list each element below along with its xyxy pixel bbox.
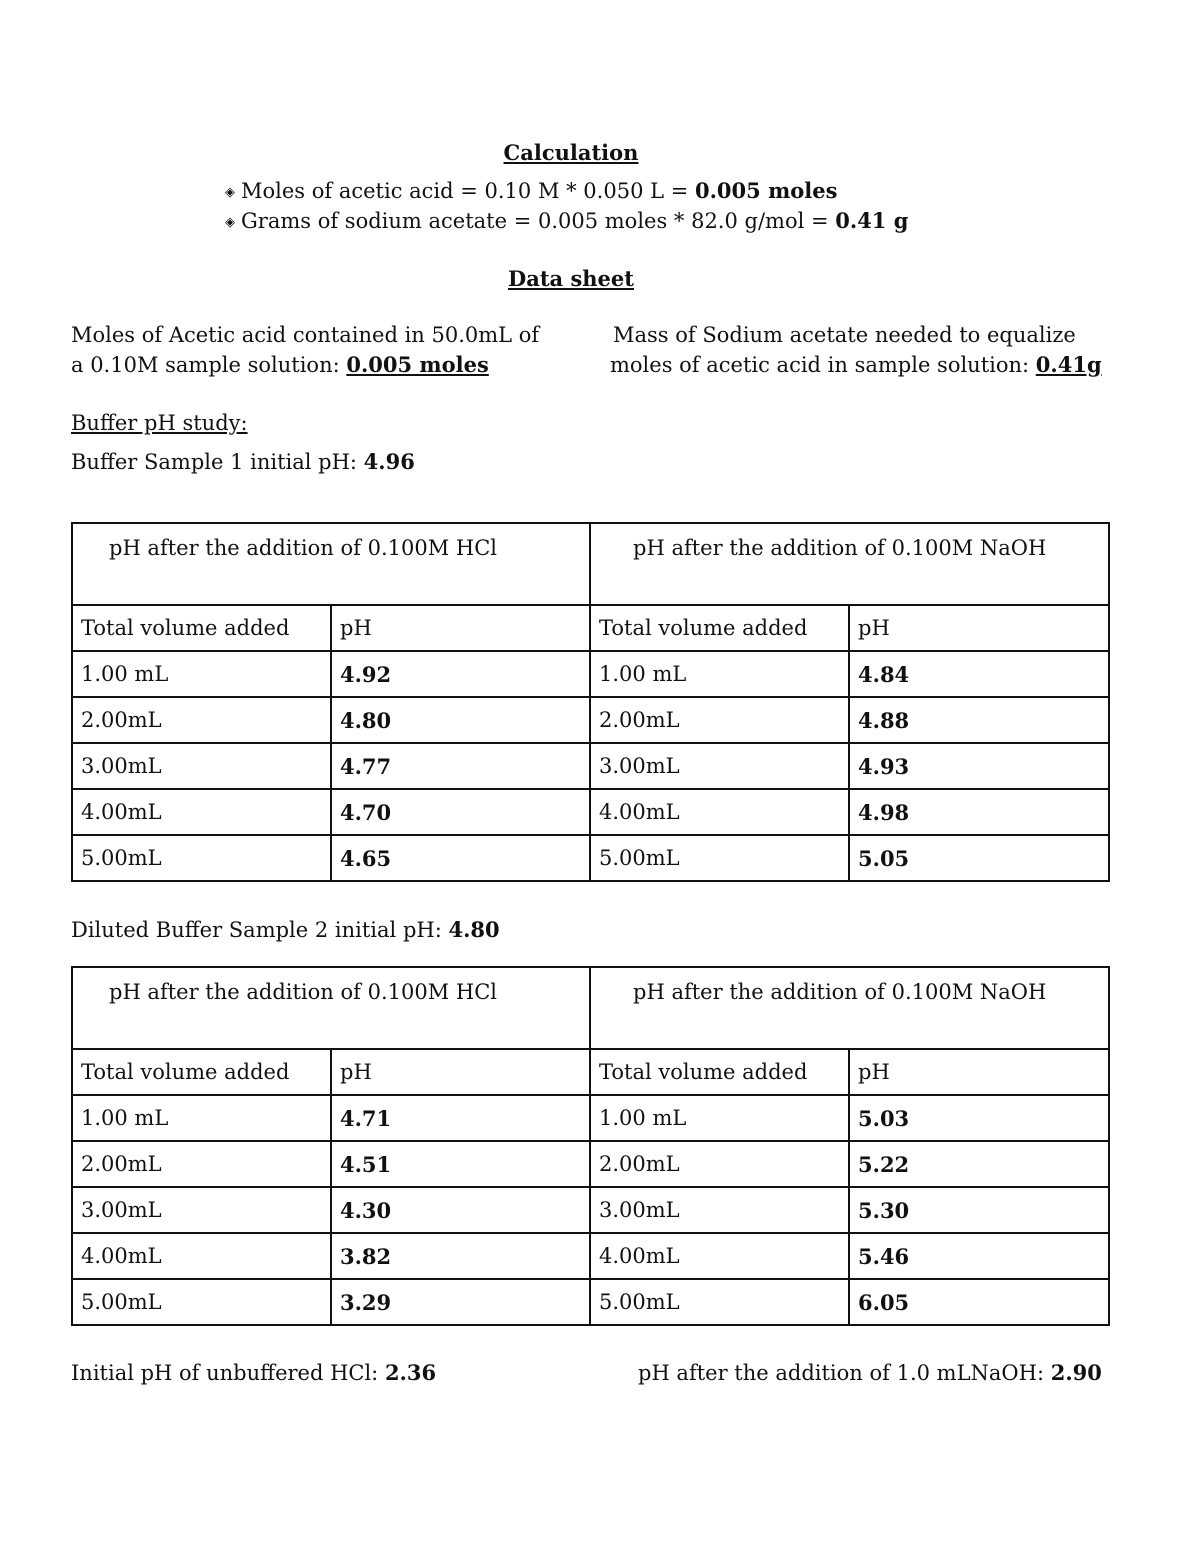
calculation-line-moles — [225, 178, 837, 203]
volume-cell: 3.00mL — [590, 743, 849, 789]
acetic-acid-moles-line2 — [71, 352, 489, 377]
calculation-heading: Calculation — [503, 140, 639, 165]
table-row — [72, 1095, 1109, 1141]
volume-cell: 2.00mL — [72, 1141, 331, 1187]
volume-cell: 1.00 mL — [72, 1095, 331, 1141]
sample2-label: Diluted Buffer Sample 2 initial pH: — [71, 918, 449, 942]
acetic-acid-moles-value: 0.005 moles — [346, 352, 489, 377]
table-row — [72, 1187, 1109, 1233]
table-row — [72, 1141, 1109, 1187]
volume-cell: 5.00mL — [590, 835, 849, 881]
ph-cell: 4.71 — [331, 1095, 590, 1141]
acetic-acid-moles-line1: Moles of Acetic acid contained in 50.0mL of — [71, 323, 540, 347]
ph-cell: 4.80 — [331, 697, 590, 743]
volume-cell: 4.00mL — [72, 1233, 331, 1279]
sodium-acetate-mass-line2 — [610, 352, 1102, 377]
sample1-value: 4.96 — [363, 449, 415, 474]
calculation-result: 0.005 moles — [695, 178, 838, 203]
buffer-study-label: Buffer pH study: — [71, 411, 248, 435]
ph-cell: 4.92 — [331, 651, 590, 697]
ph-cell: 4.65 — [331, 835, 590, 881]
volume-cell: 2.00mL — [590, 1141, 849, 1187]
calculation-line-grams — [225, 208, 908, 233]
sodium-acetate-mass-value: 0.41g — [1035, 352, 1102, 377]
table-header-row — [72, 523, 1109, 605]
buffer-sample2-table — [71, 966, 1110, 1326]
buffer-sample1-table — [71, 522, 1110, 882]
col-volume-hcl: Total volume added — [72, 605, 331, 651]
ph-cell: 5.30 — [849, 1187, 1109, 1233]
unbuffered-initial-ph — [71, 1360, 436, 1385]
sample2-value: 4.80 — [448, 917, 500, 942]
unbuffered-initial-value: 2.36 — [384, 1360, 437, 1385]
acetic-acid-moles-label: a 0.10M sample solution: — [71, 353, 347, 377]
column-header-row — [72, 605, 1109, 651]
volume-cell: 1.00 mL — [590, 1095, 849, 1141]
sample1-initial-ph — [71, 449, 415, 474]
ph-cell: 4.77 — [331, 743, 590, 789]
table-row — [72, 651, 1109, 697]
volume-cell: 1.00 mL — [590, 651, 849, 697]
ph-cell: 4.51 — [331, 1141, 590, 1187]
volume-cell: 3.00mL — [590, 1187, 849, 1233]
ph-cell: 4.70 — [331, 789, 590, 835]
unbuffered-initial-label: Initial pH of unbuffered HCl: — [71, 1361, 385, 1385]
volume-cell: 2.00mL — [590, 697, 849, 743]
sodium-acetate-mass-label: moles of acetic acid in sample solution: — [610, 353, 1036, 377]
diamond-bullet-icon: ◈ — [225, 215, 235, 230]
table-row — [72, 697, 1109, 743]
naoh-header: pH after the addition of 0.100M NaOH — [590, 523, 1109, 605]
volume-cell: 5.00mL — [590, 1279, 849, 1325]
table-row — [72, 1279, 1109, 1325]
ph-cell: 4.93 — [849, 743, 1109, 789]
col-ph-naoh: pH — [849, 605, 1109, 651]
volume-cell: 4.00mL — [72, 789, 331, 835]
sample1-label: Buffer Sample 1 initial pH: — [71, 450, 364, 474]
sample2-initial-ph — [71, 917, 500, 942]
ph-cell: 5.46 — [849, 1233, 1109, 1279]
col-volume-naoh: Total volume added — [590, 605, 849, 651]
table-header-row — [72, 967, 1109, 1049]
volume-cell: 3.00mL — [72, 743, 331, 789]
ph-cell: 4.98 — [849, 789, 1109, 835]
ph-cell: 3.29 — [331, 1279, 590, 1325]
volume-cell: 4.00mL — [590, 1233, 849, 1279]
volume-cell: 4.00mL — [590, 789, 849, 835]
sodium-acetate-mass-line1: Mass of Sodium acetate needed to equalize — [613, 323, 1076, 347]
hcl-header: pH after the addition of 0.100M HCl — [72, 523, 590, 605]
unbuffered-after-naoh-ph — [638, 1360, 1102, 1385]
col-ph-hcl: pH — [331, 1049, 590, 1095]
ph-cell: 4.84 — [849, 651, 1109, 697]
col-ph-hcl: pH — [331, 605, 590, 651]
column-header-row — [72, 1049, 1109, 1095]
ph-cell: 5.05 — [849, 835, 1109, 881]
volume-cell: 1.00 mL — [72, 651, 331, 697]
calculation-text: Moles of acetic acid = 0.10 M * 0.050 L = — [241, 179, 695, 203]
unbuffered-after-label: pH after the addition of 1.0 mLNaOH: — [638, 1361, 1051, 1385]
table-row — [72, 1233, 1109, 1279]
col-ph-naoh: pH — [849, 1049, 1109, 1095]
diamond-bullet-icon: ◈ — [225, 185, 235, 200]
volume-cell: 5.00mL — [72, 835, 331, 881]
unbuffered-after-value: 2.90 — [1050, 1360, 1102, 1385]
datasheet-heading: Data sheet — [508, 266, 634, 291]
calculation-result: 0.41 g — [835, 208, 909, 233]
table-row — [72, 743, 1109, 789]
volume-cell: 3.00mL — [72, 1187, 331, 1233]
volume-cell: 5.00mL — [72, 1279, 331, 1325]
col-volume-naoh: Total volume added — [590, 1049, 849, 1095]
col-volume-hcl: Total volume added — [72, 1049, 331, 1095]
naoh-header: pH after the addition of 0.100M NaOH — [590, 967, 1109, 1049]
ph-cell: 4.30 — [331, 1187, 590, 1233]
calculation-text: Grams of sodium acetate = 0.005 moles * 82.0 g/mol = — [241, 209, 836, 233]
table-row — [72, 789, 1109, 835]
ph-cell: 3.82 — [331, 1233, 590, 1279]
hcl-header: pH after the addition of 0.100M HCl — [72, 967, 590, 1049]
ph-cell: 5.22 — [849, 1141, 1109, 1187]
ph-cell: 6.05 — [849, 1279, 1109, 1325]
table-row — [72, 835, 1109, 881]
ph-cell: 5.03 — [849, 1095, 1109, 1141]
volume-cell: 2.00mL — [72, 697, 331, 743]
ph-cell: 4.88 — [849, 697, 1109, 743]
